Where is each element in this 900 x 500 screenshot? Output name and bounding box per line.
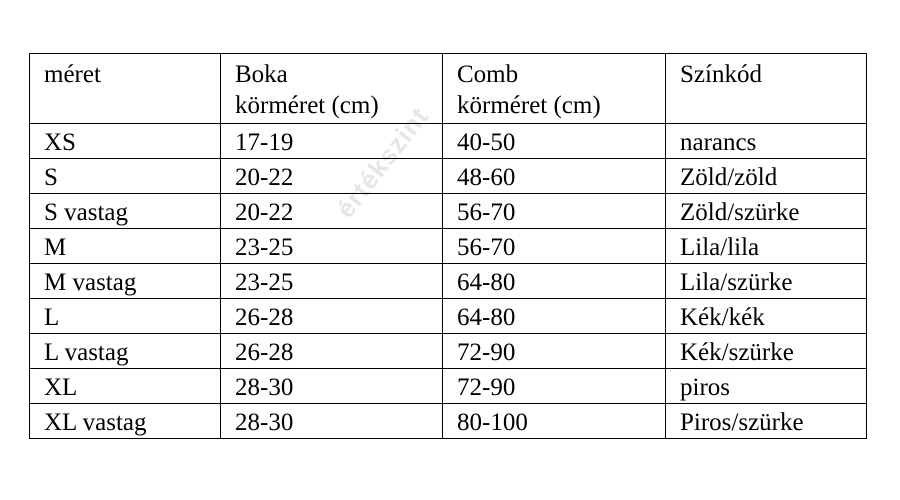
- cell-color-code: Lila/szürke: [666, 264, 867, 299]
- cell-color-code: Piros/szürke: [666, 404, 867, 439]
- header-color-code-label: Színkód: [680, 61, 762, 88]
- cell-size: S: [30, 159, 221, 194]
- cell-size: S vastag: [30, 194, 221, 229]
- cell-thigh-circumference: 72-90: [443, 334, 666, 369]
- size-chart-table: [29, 53, 867, 439]
- cell-ankle-circumference: 20-22: [221, 194, 443, 229]
- cell-thigh-circumference: 72-90: [443, 369, 666, 404]
- cell-thigh-circumference: 56-70: [443, 229, 666, 264]
- cell-size: L: [30, 299, 221, 334]
- header-cell-thigh: [443, 54, 666, 124]
- cell-color-code: Zöld/zöld: [666, 159, 867, 194]
- cell-thigh-circumference: 64-80: [443, 299, 666, 334]
- cell-color-code: Kék/kék: [666, 299, 867, 334]
- cell-ankle-circumference: 26-28: [221, 299, 443, 334]
- table-row: [30, 299, 867, 334]
- cell-ankle-circumference: 23-25: [221, 264, 443, 299]
- header-thigh-label-line1: Comb: [457, 61, 519, 88]
- cell-size: M: [30, 229, 221, 264]
- cell-thigh-circumference: 80-100: [443, 404, 666, 439]
- cell-ankle-circumference: 28-30: [221, 404, 443, 439]
- table-row: [30, 369, 867, 404]
- header-cell-ankle: [221, 54, 443, 124]
- cell-thigh-circumference: 48-60: [443, 159, 666, 194]
- cell-ankle-circumference: 23-25: [221, 229, 443, 264]
- header-size-label: méret: [44, 61, 101, 88]
- table-row: [30, 334, 867, 369]
- table-header-row: [30, 54, 867, 124]
- cell-color-code: piros: [666, 369, 867, 404]
- cell-size: XL vastag: [30, 404, 221, 439]
- cell-thigh-circumference: 64-80: [443, 264, 666, 299]
- cell-size: XS: [30, 124, 221, 159]
- header-ankle-label-line2: körméret (cm): [235, 92, 379, 119]
- table-row: [30, 264, 867, 299]
- table-row: [30, 404, 867, 439]
- table-row: [30, 194, 867, 229]
- cell-ankle-circumference: 17-19: [221, 124, 443, 159]
- header-cell-size: [30, 54, 221, 124]
- cell-thigh-circumference: 56-70: [443, 194, 666, 229]
- header-thigh-label-line2: körméret (cm): [457, 92, 601, 119]
- cell-size: XL: [30, 369, 221, 404]
- watermark-text: értékszint: [330, 101, 435, 224]
- cell-ankle-circumference: 28-30: [221, 369, 443, 404]
- cell-size: M vastag: [30, 264, 221, 299]
- cell-color-code: narancs: [666, 124, 867, 159]
- cell-size: L vastag: [30, 334, 221, 369]
- table-row: [30, 229, 867, 264]
- header-cell-color-code: [666, 54, 867, 124]
- cell-color-code: Lila/lila: [666, 229, 867, 264]
- cell-thigh-circumference: 40-50: [443, 124, 666, 159]
- cell-color-code: Zöld/szürke: [666, 194, 867, 229]
- table-row: [30, 124, 867, 159]
- cell-ankle-circumference: 20-22: [221, 159, 443, 194]
- table-row: [30, 159, 867, 194]
- cell-ankle-circumference: 26-28: [221, 334, 443, 369]
- cell-color-code: Kék/szürke: [666, 334, 867, 369]
- header-ankle-label-line1: Boka: [235, 61, 288, 88]
